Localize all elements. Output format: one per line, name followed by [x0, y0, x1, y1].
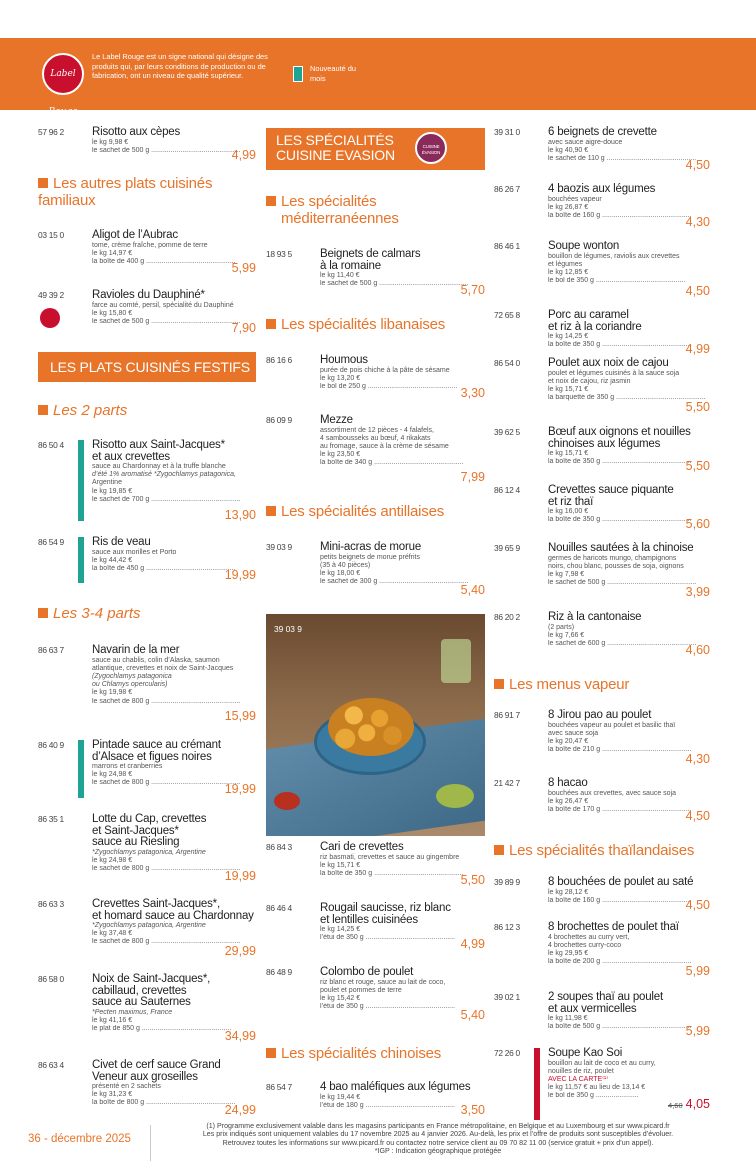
pack-size: le sachet de 800 g .............................................. — [92, 697, 241, 705]
product-price: 15,99 — [224, 709, 256, 723]
footer-line2: Les prix indiqués sont uniquement valables du 17 novembre 2025 au 4 janvier 2026. Au-delà, les prix et l’offre de produits sont susceptibles d’évoluer. — [202, 1130, 674, 1139]
unit-price: le kg 19,98 € — [92, 689, 133, 697]
product-code: 21 42 7 — [494, 778, 520, 788]
product-code: 86 09 9 — [266, 415, 292, 425]
product-beignets-calmars[interactable] — [266, 248, 485, 297]
product-code: 86 46 1 — [494, 241, 520, 251]
pack-size: la boîte de 210 g .............................................. — [548, 746, 692, 754]
pack-size: la boîte de 160 g .............................................. — [548, 211, 692, 219]
product-price: 5,99 — [685, 964, 710, 978]
acras — [328, 698, 414, 756]
product-price: 19,99 — [224, 782, 256, 796]
unit-price: le kg 7,98 € — [548, 570, 585, 578]
new-product-legend: Nouveauté du mois — [310, 64, 357, 83]
subsection-3-4-parts: Les 3-4 parts — [38, 605, 141, 622]
pack-size: le plat de 850 g .............................................. — [92, 1024, 232, 1032]
product-cari-crevettes[interactable] — [266, 841, 485, 887]
product-name: Crevettes sauce piquante — [548, 484, 674, 496]
product-code: 72 26 0 — [494, 1048, 520, 1058]
product-description-line2: et légumes — [548, 260, 583, 268]
unit-price: le kg 9,98 € — [92, 138, 129, 146]
product-name-line2: à la romaine — [320, 259, 381, 272]
cuisine-evasion-badge: CUISINE ÉVASION — [415, 132, 447, 164]
product-name: Soupe Kao Soi — [548, 1047, 623, 1059]
product-code: 86 16 6 — [266, 355, 292, 365]
product-code: 49 39 2 — [38, 290, 64, 300]
product-name-line2: et lentilles cuisinées — [320, 913, 418, 926]
product-description: *Pecten maximus, France — [92, 1008, 173, 1016]
product-description: présenté en 2 sachets — [92, 1083, 161, 1090]
product-name: Colombo de poulet — [320, 966, 414, 978]
product-bouchees-sate[interactable] — [494, 876, 710, 912]
product-name: Porc au caramel — [548, 309, 629, 321]
product-description: purée de pois chiche à la pâte de sésame — [320, 366, 450, 374]
product-name: Risotto aux cèpes — [92, 126, 181, 138]
pack-size: le bol de 250 g .............................................. — [320, 382, 458, 390]
new-product-marker — [78, 740, 84, 798]
pack-size: le sachet de 600 g .............................................. — [548, 639, 697, 647]
unit-price: le kg 11,40 € — [320, 272, 360, 279]
product-code: 39 31 0 — [494, 127, 520, 137]
header-banner — [0, 38, 756, 117]
product-pintade[interactable] — [38, 739, 256, 796]
product-description: assortiment de 12 pièces - 4 falafels, — [320, 426, 435, 434]
product-name: Soupe wonton — [548, 240, 620, 252]
product-name: Lotte du Cap, crevettes — [92, 813, 207, 825]
product-price: 13,90 — [224, 508, 256, 522]
product-description: bouchées aux crevettes, avec sauce soja — [548, 789, 677, 797]
product-price: 4,30 — [685, 215, 710, 229]
product-code: 39 03 9 — [266, 542, 292, 552]
product-description: *Zygochlamys patagonica, Argentine — [92, 922, 206, 929]
footer-line3: Retrouvez toutes les informations sur www.picard.fr ou contactez notre service client au 09 70 82 11 00 (service gratuit + prix d’un appel). — [222, 1138, 654, 1147]
product-crevettes-homard[interactable] — [38, 898, 256, 958]
product-description-line2: nouilles de riz, poulet — [548, 1067, 614, 1075]
unit-price: le kg 26,87 € — [548, 203, 589, 211]
band-line1: LES SPÉCIALITÉS — [276, 132, 394, 148]
pack-size: le sachet de 800 g .............................................. — [92, 779, 241, 787]
product-description-line4: ou Chlamys opercularis) — [92, 681, 168, 689]
product-name: 4 baozis aux légumes — [548, 183, 656, 195]
footer-line1: (1) Programme exclusivement valable dans les magasins participants en France métropolitaine, en Belgique et au Luxembourg et sur www.picard.fr — [206, 1122, 670, 1130]
unit-price: le kg 11,57 € au lieu de 13,14 € — [548, 1084, 646, 1092]
product-price: 19,99 — [224, 568, 256, 582]
card-offer-label: AVEC LA CARTE⁽¹⁾ — [548, 1075, 608, 1083]
product-boeuf-oignons[interactable] — [494, 426, 710, 473]
product-name: Cari de crevettes — [320, 841, 404, 853]
product-soupe-wonton[interactable] — [494, 240, 710, 298]
product-brochettes-thai[interactable] — [494, 921, 710, 978]
product-price: 4,99 — [685, 342, 710, 356]
product-description: farce au comté, persil, spécialité du Dauphiné — [92, 301, 234, 309]
product-code: 86 35 1 — [38, 814, 64, 824]
product-code: 03 15 0 — [38, 230, 64, 240]
product-name: Aligot de l’Aubrac — [92, 229, 178, 241]
product-price: 4,99 — [460, 937, 485, 951]
page-number: 36 - décembre 2025 — [28, 1133, 131, 1145]
unit-price: le kg 7,66 € — [548, 631, 585, 639]
product-price: 4,50 — [685, 284, 710, 298]
product-aligot[interactable] — [38, 229, 256, 275]
product-code: 86 54 0 — [494, 358, 520, 368]
product-name: Ris de veau — [92, 536, 151, 548]
product-description-line2: avec sauce soja — [548, 729, 599, 737]
section-autres-plats: Les autres plats cuisinés familiaux — [38, 175, 213, 209]
product-description-line3: (Zygochlamys patagonica — [92, 672, 172, 680]
unit-price: le kg 14,25 € — [548, 333, 589, 340]
product-price: 5,60 — [685, 517, 710, 531]
product-name: Houmous — [320, 354, 368, 366]
unit-price: le kg 18,00 € — [320, 569, 361, 577]
pack-size: le sachet de 500 g .............................................. — [92, 146, 241, 154]
unit-price: le kg 20,47 € — [548, 737, 589, 745]
product-civet-cerf[interactable] — [38, 1059, 256, 1117]
product-code: 86 91 7 — [494, 710, 520, 720]
pack-size: le sachet de 800 g .............................................. — [92, 864, 241, 872]
product-description-line2: 4 sambousseks au bœuf, 4 rikakats — [320, 434, 431, 442]
product-name: Ravioles du Dauphiné* — [92, 289, 205, 301]
product-price: 5,99 — [685, 1024, 710, 1038]
product-houmous[interactable] — [266, 354, 485, 400]
product-price: 5,99 — [231, 261, 256, 275]
product-name: 8 brochettes de poulet thaï — [548, 921, 679, 933]
product-nouilles-sautees[interactable] — [494, 542, 710, 599]
unit-price: le kg 11,98 € — [548, 1015, 588, 1022]
product-description-line2: noirs, chou blanc, pousses de soja, oignons — [548, 562, 684, 570]
product-crevettes-piquante[interactable] — [494, 484, 710, 531]
pack-size: la boîte de 350 g .............................................. — [548, 458, 692, 466]
product-baozis[interactable] — [494, 183, 710, 229]
product-code: 86 54 9 — [38, 537, 64, 547]
product-code: 86 48 9 — [266, 967, 292, 977]
product-name: 2 soupes thaï au poulet — [548, 991, 663, 1003]
unit-price: le kg 15,71 € — [548, 450, 589, 457]
product-description: (2 parts) — [548, 623, 575, 631]
product-name: Riz à la cantonaise — [548, 611, 642, 623]
pack-size: la boîte de 340 g .............................................. — [320, 459, 464, 467]
unit-price: le kg 40,90 € — [548, 146, 589, 154]
unit-price: le kg 15,71 € — [320, 861, 361, 869]
section-chinoises: Les spécialités chinoises — [266, 1045, 441, 1062]
product-description-line2: poulet et pommes de terre — [320, 986, 402, 994]
pack-size: la boîte de 350 g .............................................. — [548, 341, 692, 349]
product-description: bouchées vapeur — [548, 195, 602, 203]
product-name-line3: sauce au Sauternes — [92, 996, 191, 1008]
product-name-line2: cabillaud, crevettes — [92, 984, 187, 997]
product-price: 4,99 — [231, 148, 256, 162]
unit-price: le kg 15,42 € — [320, 994, 361, 1002]
product-name-line2: et riz à la coriandre — [548, 320, 642, 333]
product-price: 7,90 — [231, 321, 256, 335]
lime — [436, 784, 474, 808]
label-rouge-text: Le Label Rouge est un signe national qui désigne des produits qui, par leurs conditions de production ou de fabrication, ont un niveau de qualité supérieur. — [92, 52, 268, 81]
product-description: germes de haricots mungo, champignons — [548, 554, 677, 562]
unit-price: le kg 44,42 € — [92, 556, 133, 564]
promo-marker — [534, 1048, 540, 1120]
unit-price: le kg 16,00 € — [548, 508, 589, 515]
new-product-marker — [78, 537, 84, 583]
product-description: bouillon au lait de coco et au curry, — [548, 1059, 656, 1067]
product-price: 3,50 — [460, 1103, 485, 1117]
pack-size: le sachet de 500 g .............................................. — [548, 579, 697, 587]
product-name-line2: d’Alsace et figues noires — [92, 750, 212, 763]
product-ris-de-veau[interactable] — [38, 536, 256, 582]
product-code: 86 26 7 — [494, 184, 520, 194]
product-description: *Zygochlamys patagonica, Argentine — [92, 848, 206, 856]
product-mini-acras[interactable] — [266, 541, 485, 597]
product-description-line3: Argentine — [92, 479, 122, 487]
photo-product-code: 39 03 9 — [274, 624, 302, 634]
product-price: 4,50 — [685, 158, 710, 172]
product-description-line3: au fromage, sauce à la crème de sésame — [320, 442, 449, 450]
product-code: 18 93 5 — [266, 249, 292, 259]
product-name: Mezze — [320, 414, 353, 426]
pack-size: le sachet de 800 g .............................................. — [92, 938, 241, 946]
unit-price: le kg 29,95 € — [548, 949, 589, 957]
product-navarin-mer[interactable] — [38, 644, 256, 723]
product-name: Bœuf aux oignons et nouilles — [548, 426, 691, 438]
new-product-marker — [78, 440, 84, 521]
product-price: 7,99 — [460, 470, 485, 484]
product-mezze[interactable] — [266, 414, 485, 484]
product-price — [668, 1098, 710, 1112]
product-name: Nouilles sautées à la chinoise — [548, 542, 694, 554]
product-code: 72 65 8 — [494, 310, 520, 320]
pack-size: la boîte de 350 g .............................................. — [548, 516, 692, 524]
product-name: Crevettes Saint-Jacques*, — [92, 898, 220, 910]
product-riz-cantonaise[interactable] — [494, 611, 710, 657]
band-line2: CUISINE EVASION — [276, 147, 395, 163]
pack-size: la boîte de 160 g .............................................. — [548, 896, 692, 904]
glass — [441, 639, 471, 683]
product-description-line2: 4 brochettes curry-coco — [548, 941, 622, 949]
unit-price: le kg 41,16 € — [92, 1016, 133, 1024]
label-rouge-icon — [40, 308, 60, 328]
old-price: 4,60 — [668, 1101, 683, 1110]
product-name: 6 beignets de crevette — [548, 126, 657, 138]
unit-price: le kg 23,50 € — [320, 451, 361, 459]
product-name-line3: sauce au Riesling — [92, 836, 180, 848]
unit-price: le kg 19,85 € — [92, 487, 133, 495]
product-name: Pintade sauce au crémant — [92, 739, 221, 751]
product-description: poulet et légumes cuisinés à la sauce soja — [548, 369, 680, 377]
pack-size: la boîte de 500 g .............................................. — [548, 1023, 692, 1031]
product-description: sauce aux morilles et Porto — [92, 548, 177, 556]
section-libanaises: Les spécialités libanaises — [266, 316, 445, 333]
promo-price: 4,05 — [685, 1097, 710, 1111]
unit-price: le kg 37,48 € — [92, 930, 133, 938]
section-menus-vapeur: Les menus vapeur — [494, 676, 629, 693]
product-description: petits beignets de morue préfrits — [320, 553, 420, 561]
product-name: 8 bouchées de poulet au saté — [548, 876, 694, 888]
product-code: 86 46 4 — [266, 903, 292, 913]
product-description-line2: atlantique, crevettes et noix de Saint-Jacques — [92, 664, 234, 672]
product-name: Rougail saucisse, riz blanc — [320, 902, 451, 914]
product-price: 19,99 — [224, 869, 256, 883]
product-price: 5,50 — [460, 873, 485, 887]
pack-size: la barquette de 350 g .............................................. — [548, 394, 706, 402]
product-name: Navarin de la mer — [92, 644, 180, 656]
product-price: 3,99 — [685, 585, 710, 599]
unit-price: le kg 15,71 € — [548, 385, 589, 393]
product-colombo-poulet[interactable] — [266, 966, 485, 1022]
pack-size: le bol de 350 g ...................... — [548, 1092, 639, 1100]
footer-line4: *IGP : Indication géographique protégée — [374, 1147, 502, 1156]
product-name-line2: et Saint-Jacques* — [92, 824, 179, 837]
product-code: 39 62 5 — [494, 427, 520, 437]
product-price: 4,50 — [685, 898, 710, 912]
product-description: 4 brochettes au curry vert, — [548, 933, 630, 941]
pack-size: le sachet de 300 g .............................................. — [320, 578, 469, 586]
product-description: riz blanc et rouge, sauce au lait de coco, — [320, 978, 446, 986]
pack-size: la boîte de 200 g .............................................. — [548, 958, 692, 966]
product-price: 34,99 — [224, 1029, 256, 1043]
pack-size: le sachet de 500 g .............................................. — [320, 280, 469, 288]
product-code: 86 84 3 — [266, 842, 292, 852]
sauce-dish — [274, 792, 300, 810]
product-name: Risotto aux Saint-Jacques* — [92, 439, 225, 451]
product-name: Civet de cerf sauce Grand — [92, 1059, 221, 1071]
product-name: Noix de Saint-Jacques*, — [92, 973, 211, 985]
product-hacao[interactable] — [494, 777, 710, 823]
product-rougail[interactable] — [266, 902, 485, 951]
product-soupes-thai[interactable] — [494, 991, 710, 1038]
product-price: 5,40 — [460, 1008, 485, 1022]
product-description: avec sauce aigre-douce — [548, 138, 623, 146]
product-code: 86 58 0 — [38, 974, 64, 984]
product-lotte-du-cap[interactable] — [38, 813, 256, 883]
product-code: 86 20 2 — [494, 612, 520, 622]
product-code: 86 54 7 — [266, 1082, 292, 1092]
product-price: 24,99 — [224, 1103, 256, 1117]
footer-legal — [0, 1122, 756, 1156]
unit-price: le kg 31,23 € — [92, 1091, 133, 1099]
product-code: 86 63 3 — [38, 899, 64, 909]
unit-price: le kg 28,12 € — [548, 888, 589, 896]
product-bao-malefiques[interactable] — [266, 1081, 485, 1117]
product-price: 5,40 — [460, 583, 485, 597]
product-description: bouchées vapeur au poulet et basilic thaï — [548, 721, 676, 729]
label-rouge-logo: Label Rouge — [42, 53, 84, 95]
pack-size: la boîte de 350 g .............................................. — [320, 869, 464, 877]
product-code: 86 50 4 — [38, 440, 64, 450]
pack-size: la boîte de 400 g .............................................. — [92, 257, 236, 265]
product-description: bouillon de légumes, raviolis aux crevettes — [548, 252, 680, 260]
unit-price: le kg 13,20 € — [320, 374, 361, 382]
product-code: 57 96 2 — [38, 127, 64, 137]
product-name-line2: et riz thaï — [548, 495, 594, 508]
product-description: tome, crème fraîche, pomme de terre — [92, 241, 208, 249]
product-name: Poulet aux noix de cajou — [548, 357, 669, 369]
product-name: Mini-acras de morue — [320, 541, 422, 553]
product-description-line2: (35 à 40 pièces) — [320, 561, 371, 569]
section-antillaises: Les spécialités antillaises — [266, 503, 444, 520]
new-product-swatch — [293, 66, 303, 82]
unit-price: le kg 14,25 € — [320, 926, 361, 933]
product-ravioles[interactable] — [38, 289, 256, 335]
product-name-line2: Veneur aux groseilles — [92, 1070, 198, 1083]
pack-size: le sachet de 110 g .............................................. — [548, 154, 697, 162]
pack-size: la boîte de 450 g .............................................. — [92, 564, 236, 572]
product-poulet-cajou[interactable] — [494, 357, 710, 414]
product-name-line2: chinoises aux légumes — [548, 437, 661, 450]
pack-size: l’étui de 180 g .............................................. — [320, 1101, 456, 1109]
product-price: 29,99 — [224, 944, 256, 958]
section-thailandaises: Les spécialités thaïlandaises — [494, 842, 694, 859]
unit-price: le kg 24,98 € — [92, 856, 133, 864]
pack-size: l’étui de 350 g .............................................. — [320, 1003, 456, 1011]
product-price: 4,60 — [685, 643, 710, 657]
product-code: 86 12 4 — [494, 485, 520, 495]
unit-price: le kg 19,44 € — [320, 1093, 361, 1101]
product-price: 4,50 — [685, 809, 710, 823]
product-name: 8 Jirou pao au poulet — [548, 709, 652, 721]
product-description-line2: et noix de cajou, riz jasmin — [548, 377, 631, 385]
product-code: 39 65 9 — [494, 543, 520, 553]
unit-price: le kg 12,85 € — [548, 268, 589, 276]
product-price: 5,50 — [685, 400, 710, 414]
product-description: riz basmati, crevettes et sauce au gingembre — [320, 853, 460, 861]
product-price: 4,30 — [685, 752, 710, 766]
unit-price: le kg 14,97 € — [92, 249, 133, 257]
section-mediterraneennes: Les spécialités méditerranéennes — [266, 193, 485, 227]
product-name-line2: et aux vermicelles — [548, 1002, 637, 1015]
pack-size: le sachet de 500 g .............................................. — [92, 317, 241, 325]
product-beignets-crevette[interactable] — [494, 126, 710, 172]
unit-price: le kg 15,80 € — [92, 309, 133, 317]
product-noix-st-jacques[interactable] — [38, 973, 256, 1043]
product-jirou-pao[interactable] — [494, 709, 710, 766]
pack-size: la boîte de 170 g .............................................. — [548, 805, 692, 813]
product-code: 86 63 7 — [38, 645, 64, 655]
band-plats-festifs: LES PLATS CUISINÉS FESTIFS — [38, 352, 256, 382]
pack-size: le sachet de 700 g .............................................. — [92, 495, 241, 503]
subsection-2-parts: Les 2 parts — [38, 402, 127, 419]
product-price: 5,70 — [460, 283, 485, 297]
product-code: 39 02 1 — [494, 992, 520, 1002]
product-risotto-st-jacques[interactable] — [38, 439, 256, 522]
product-soupe-kao-soi[interactable] — [494, 1047, 710, 1111]
product-code: 86 40 9 — [38, 740, 64, 750]
product-description: marrons et cranberries — [92, 763, 163, 770]
product-name: 4 bao maléfiques aux légumes — [320, 1081, 471, 1093]
product-porc-caramel[interactable] — [494, 309, 710, 356]
product-photo-acras — [266, 614, 485, 836]
product-risotto-cepes[interactable] — [38, 126, 256, 162]
product-code: 86 63 4 — [38, 1060, 64, 1070]
product-price: 3,30 — [460, 386, 485, 400]
pack-size: la boîte de 800 g .............................................. — [92, 1099, 236, 1107]
product-name: 8 hacao — [548, 777, 588, 789]
band-cuisine-evasion — [266, 128, 485, 170]
product-name-line2: et homard sauce au Chardonnay — [92, 909, 254, 922]
unit-price: le kg 26,47 € — [548, 797, 589, 805]
product-price: 5,50 — [685, 459, 710, 473]
product-code: 86 12 3 — [494, 922, 520, 932]
product-code: 39 89 9 — [494, 877, 520, 887]
product-description-line2: d’été 1% aromatisé *Zygochlamys patagonica, — [92, 471, 236, 479]
product-description: sauce au Chardonnay et à la truffe blanche — [92, 463, 226, 470]
product-name: Beignets de calmars — [320, 248, 421, 260]
unit-price: le kg 24,98 € — [92, 771, 133, 779]
pack-size: l’étui de 350 g .............................................. — [320, 934, 456, 942]
pack-size: le bol de 350 g .............................................. — [548, 277, 686, 285]
product-description: sauce au chablis, colin d’Alaska, saumon — [92, 656, 220, 664]
product-name-line2: et aux crevettes — [92, 450, 170, 463]
